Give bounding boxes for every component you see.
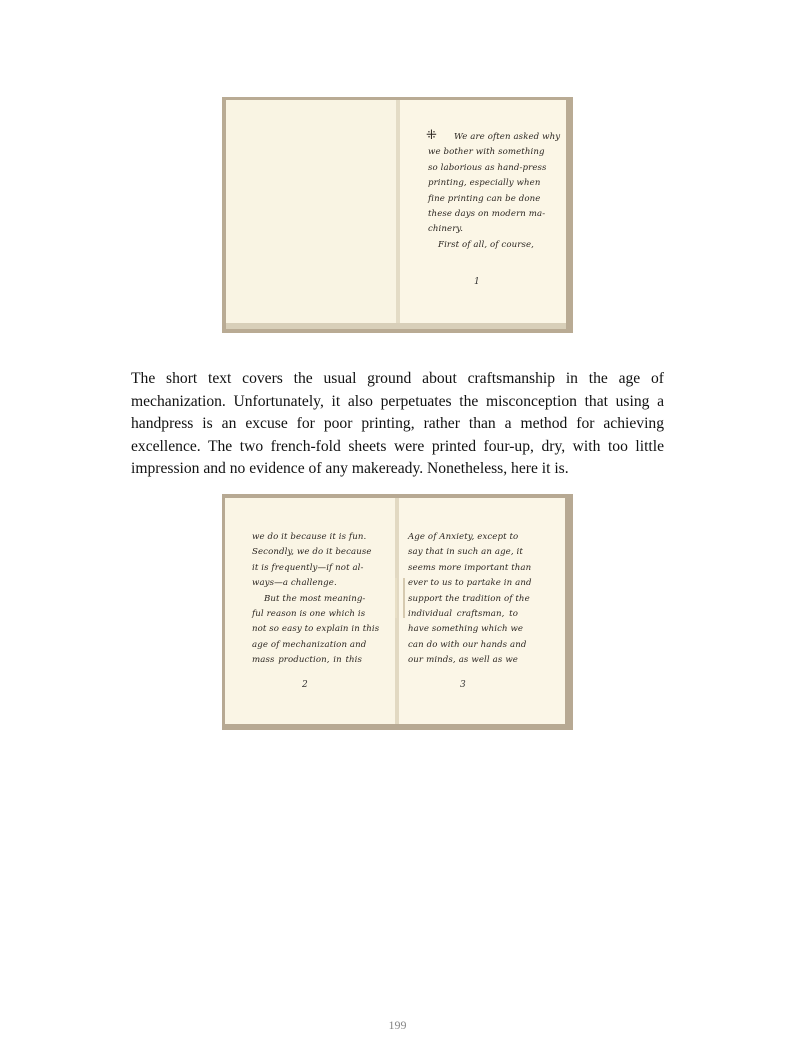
text-line: mass production, in this [252,655,362,666]
text-line: fine printing can be done [428,193,541,204]
caption-text: The short text covers the usual ground about craftsmanship in the age of mechanization. Unfortunately, it also perpetuates the misconception that using a handpress is an excuse for poor printing, rather than a method for achieving excellence. The two french-fold sheets were printed four-up, dry, with too little impression and no evidence of any makeready. Nonetheless, here it is. [131,370,664,477]
booklet-page-number: 1 [474,277,480,287]
booklet-right-text [426,128,561,253]
text-line: Secondly, we do it because [252,547,372,558]
text-line: not so easy to explain in this [252,624,380,635]
right-page-number: 3 [460,680,466,690]
booklet-bottom-edge [226,323,566,329]
text-line: have something which we [408,624,524,635]
document-page-number: 199 [388,1018,407,1032]
text-line: We are often asked why [454,132,561,142]
text-line: these days on modern ma- [428,209,546,220]
text-line: First of all, of course, [438,239,534,250]
booklet-photo-page-1 [222,97,573,333]
text-line: printing, especially when [428,178,541,189]
text-line: age of mechanization and [252,639,367,650]
text-line: But the most meaning- [264,593,366,604]
text-line: ful reason is one which is [252,609,366,620]
text-line: ever to us to partake in and [408,578,532,589]
text-line: chinery. [428,224,464,235]
text-line: ways—a challenge. [252,578,337,589]
text-line: seems more important than [408,562,532,573]
binding-thread [395,578,405,618]
booklet-left-page [226,100,398,325]
ornament-glyph: ⁜ [426,128,437,143]
text-line: support the tradition of the [408,593,530,604]
text-line: Age of Anxiety, except to [408,532,519,542]
text-line: individual craftsman, to [408,609,518,620]
booklet-left-text [252,530,380,669]
left-page-number: 2 [302,680,308,690]
text-line: our minds, as well as we [408,655,518,666]
text-line: it is frequently—if not al- [252,562,364,573]
caption-paragraph [131,368,664,481]
text-line: we bother with something [428,147,545,158]
text-line: we do it because it is fun. [252,532,367,542]
booklet-photo-pages-2-3 [222,494,573,730]
text-line: can do with our hands and [408,639,527,650]
booklet-right-text [408,530,532,669]
text-line: say that in such an age, it [408,547,523,558]
text-line: so laborious as hand-press [428,162,547,173]
